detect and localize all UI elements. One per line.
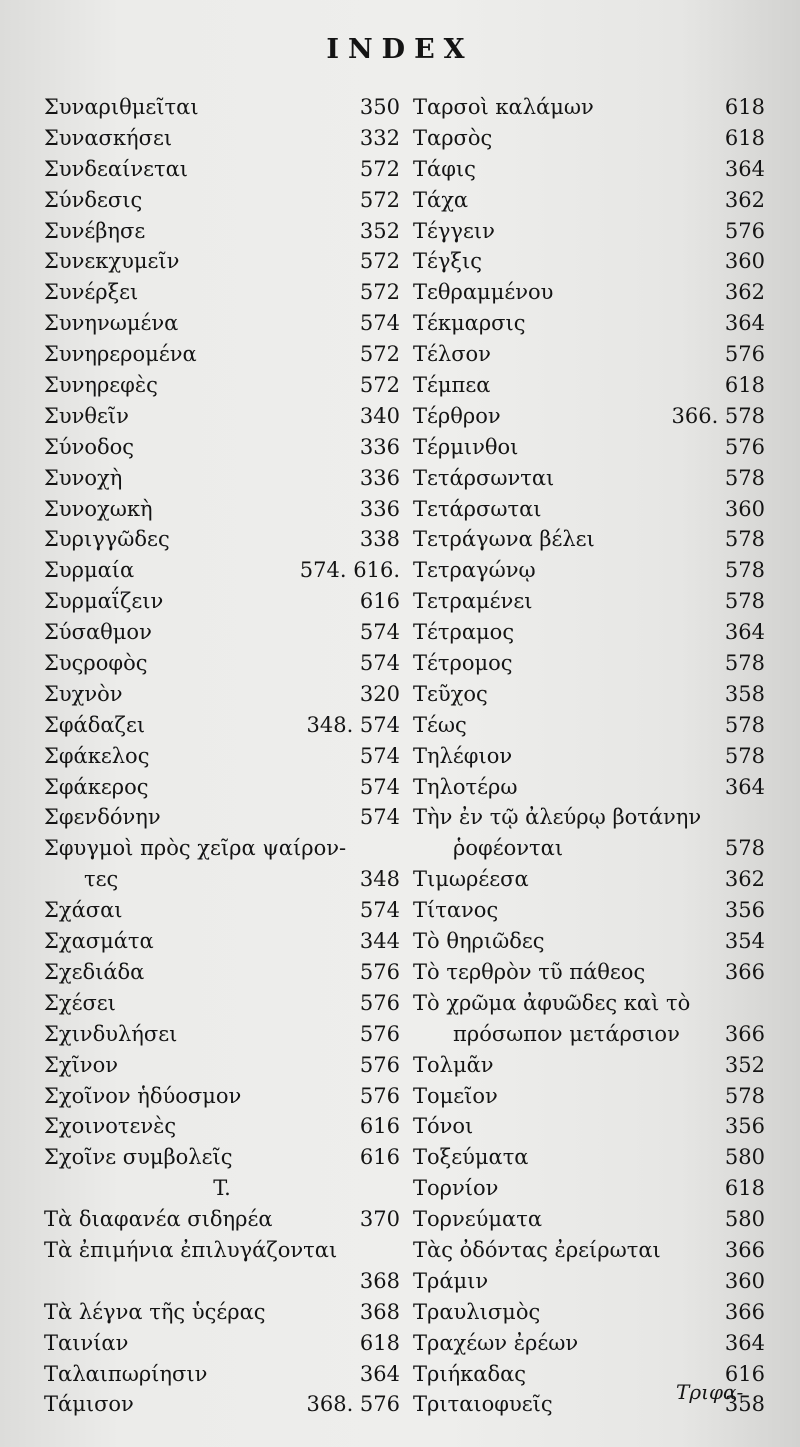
entry-pages: 616 xyxy=(359,1145,400,1170)
index-entry xyxy=(44,1235,400,1266)
entry-pages: 618 xyxy=(724,1176,765,1201)
entry-pages: 618 xyxy=(724,373,765,398)
index-entry xyxy=(413,648,765,679)
entry-pages: 580 xyxy=(724,1145,765,1170)
index-entry xyxy=(413,1081,765,1112)
entry-pages: 336 xyxy=(359,465,400,490)
entry-pages: 364 xyxy=(724,311,765,336)
entry-pages: 574 xyxy=(359,898,400,923)
entry-pages: 362 xyxy=(724,280,765,305)
entry-term: Ταινίαν xyxy=(44,1330,129,1355)
entry-term: Σχέσει xyxy=(44,990,116,1015)
entry-pages: 578 xyxy=(724,651,765,676)
entry-pages: 576 xyxy=(359,1052,400,1077)
entry-term: πρόσωπον μετάρσιον xyxy=(413,1021,680,1046)
index-entry xyxy=(413,246,765,277)
index-entry xyxy=(44,957,400,988)
entry-pages: 362 xyxy=(724,867,765,892)
entry-term: Σφυγμοὶ πρὸς χεῖρα ψαίρον- xyxy=(44,836,347,861)
entry-term: ῥοφέονται xyxy=(413,836,564,861)
left-column xyxy=(44,92,400,1420)
entry-term: Συνέρξει xyxy=(44,280,139,305)
entry-pages: 364 xyxy=(724,620,765,645)
index-entry xyxy=(44,123,400,154)
index-entry xyxy=(44,586,400,617)
index-entry xyxy=(44,401,400,432)
entry-pages: 358 xyxy=(724,1392,765,1417)
entry-term: Τορνεύματα xyxy=(413,1207,543,1232)
index-entry xyxy=(44,216,400,247)
entry-term: Σύνοδος xyxy=(44,434,135,459)
index-entry xyxy=(44,648,400,679)
entry-term: Σχῖνον xyxy=(44,1052,118,1077)
entry-term: Συνοχωκὴ xyxy=(44,496,153,521)
entry-pages: 356 xyxy=(724,1114,765,1139)
entry-term: Τέκμαρσις xyxy=(413,311,526,336)
entry-pages: 352 xyxy=(724,1052,765,1077)
entry-term: Συνηρεφὲς xyxy=(44,373,158,398)
entry-pages: 578 xyxy=(724,743,765,768)
entry-pages: 578 xyxy=(724,1083,765,1108)
entry-pages: 578 xyxy=(724,712,765,737)
entry-term: Τόνοι xyxy=(413,1114,474,1139)
entry-term: Τετάρσωνται xyxy=(413,465,555,490)
entry-pages: 348. 574 xyxy=(306,712,400,737)
entry-term: Τεῦχος xyxy=(413,681,488,706)
index-entry xyxy=(413,339,765,370)
entry-pages: 576 xyxy=(359,1083,400,1108)
index-entry xyxy=(413,463,765,494)
entry-pages: 616 xyxy=(724,1361,765,1386)
entry-term: Συνέβησε xyxy=(44,218,146,243)
index-entry xyxy=(44,246,400,277)
entry-term: Τραχέων ἐρέων xyxy=(413,1330,579,1355)
entry-pages: 356 xyxy=(724,898,765,923)
index-entry xyxy=(44,1389,400,1420)
entry-term: Τηλέφιον xyxy=(413,743,513,768)
entry-term: Σχάσαι xyxy=(44,898,123,923)
index-entry xyxy=(44,710,400,741)
entry-term: Τὰ διαφανέα σιδηρέα xyxy=(44,1207,273,1232)
entry-pages: 364 xyxy=(724,774,765,799)
entry-pages: 364 xyxy=(724,1330,765,1355)
entry-pages: 574 xyxy=(359,651,400,676)
index-entry xyxy=(44,308,400,339)
entry-term: τες xyxy=(44,867,119,892)
entry-term: Τὴν ἐν τῷ ἀλεύρῳ βοτάνην xyxy=(413,805,702,830)
entry-pages: 350 xyxy=(359,95,400,119)
entry-pages: 320 xyxy=(359,681,400,706)
index-entry xyxy=(44,833,400,864)
entry-term: Σχοινοτενὲς xyxy=(44,1114,177,1139)
entry-pages: 580 xyxy=(724,1207,765,1232)
entry-term: Τριήκαδας xyxy=(413,1361,527,1386)
entry-pages: 576 xyxy=(359,990,400,1015)
index-entry xyxy=(44,1266,400,1297)
entry-pages: 572 xyxy=(359,280,400,305)
index-entry xyxy=(413,185,765,216)
entry-pages: 352 xyxy=(359,218,400,243)
entry-pages: 354 xyxy=(724,929,765,954)
entry-term: Τάχα xyxy=(413,187,469,212)
entry-term: Τιμωρέεσα xyxy=(413,867,529,892)
entry-pages: 578 xyxy=(724,836,765,861)
entry-term: Συνθεῖν xyxy=(44,403,129,428)
entry-term: Σφενδόνην xyxy=(44,805,161,830)
entry-pages: 574 xyxy=(359,774,400,799)
entry-pages: 366 xyxy=(724,1021,765,1046)
catchword: Τριφα- xyxy=(676,1380,744,1404)
index-entry xyxy=(44,463,400,494)
index-entry xyxy=(44,185,400,216)
entry-term: Τορνίον xyxy=(413,1176,499,1201)
entry-pages: 332 xyxy=(359,125,400,150)
index-entry xyxy=(44,154,400,185)
entry-term: Συρμαία xyxy=(44,558,135,583)
entry-term: Τέτραμος xyxy=(413,620,515,645)
entry-pages: 572 xyxy=(359,342,400,367)
entry-term: Τέλσον xyxy=(413,342,491,367)
entry-pages: 360 xyxy=(724,1268,765,1293)
entry-pages: 364 xyxy=(724,156,765,181)
entry-pages: 618 xyxy=(724,95,765,119)
entry-term: Συνδεαίνεται xyxy=(44,156,188,181)
index-entry xyxy=(44,926,400,957)
index-entry xyxy=(413,524,765,555)
index-entry xyxy=(413,277,765,308)
entry-pages: 576 xyxy=(359,959,400,984)
entry-pages: 338 xyxy=(359,527,400,552)
entry-pages: 578 xyxy=(724,465,765,490)
entry-term: Τὰς ὀδόντας ἐρείρωται xyxy=(413,1237,661,1262)
index-entry xyxy=(413,679,765,710)
entry-term: Τέρθρον xyxy=(413,403,501,428)
page-title: INDEX xyxy=(326,34,474,65)
entry-term: Σφάκερος xyxy=(44,774,149,799)
index-entry xyxy=(413,555,765,586)
index-entry xyxy=(44,1111,400,1142)
entry-pages: 574 xyxy=(359,743,400,768)
index-entry xyxy=(413,401,765,432)
entry-pages: 572 xyxy=(359,249,400,274)
entry-pages: 364 xyxy=(359,1361,400,1386)
index-entry xyxy=(44,864,400,895)
index-entry xyxy=(413,1297,765,1328)
index-entry xyxy=(44,277,400,308)
index-entry xyxy=(44,988,400,1019)
index-entry xyxy=(44,1204,400,1235)
index-entry xyxy=(413,772,765,803)
entry-pages: 574. 616. xyxy=(299,558,400,583)
index-entry xyxy=(413,1266,765,1297)
entry-pages: 574 xyxy=(359,805,400,830)
entry-pages: 576 xyxy=(724,218,765,243)
index-entry xyxy=(413,123,765,154)
entry-pages: 366. 578 xyxy=(671,403,765,428)
entry-term: Συναριθμεῖται xyxy=(44,95,199,119)
index-entry xyxy=(413,741,765,772)
index-entry xyxy=(413,154,765,185)
entry-pages: 368 xyxy=(359,1299,400,1324)
entry-term: Ταρσὸς xyxy=(413,125,493,150)
entry-term: Τετραγώνῳ xyxy=(413,558,536,583)
entry-term: Ταλαιπωρίησιν xyxy=(44,1361,208,1386)
entry-term: Συνηρερομένα xyxy=(44,342,197,367)
entry-pages: 576 xyxy=(359,1021,400,1046)
index-entry xyxy=(413,988,765,1019)
entry-pages: 578 xyxy=(724,589,765,614)
entry-term: Τετράγωνα βέλει xyxy=(413,527,595,552)
index-entry xyxy=(44,741,400,772)
entry-pages: 578 xyxy=(724,527,765,552)
entry-term: Τὸ τερθρὸν τῦ πάθεος xyxy=(413,959,646,984)
index-entry xyxy=(413,370,765,401)
entry-pages: 358 xyxy=(724,681,765,706)
entry-term: Τριταιοφυεῖς xyxy=(413,1392,553,1417)
entry-pages: 336 xyxy=(359,496,400,521)
entry-pages: 616 xyxy=(359,1114,400,1139)
index-entry xyxy=(413,1142,765,1173)
index-entry xyxy=(44,1359,400,1390)
index-entry xyxy=(413,833,765,864)
entry-pages: 340 xyxy=(359,403,400,428)
entry-term: Σύνδεσις xyxy=(44,187,143,212)
entry-term: Συςροφὸς xyxy=(44,651,148,676)
entry-pages: 576 xyxy=(724,434,765,459)
entry-term: Τὸ χρῶμα ἀφυῶδες καὶ τὸ xyxy=(413,990,691,1015)
entry-term: Τὰ λέγνα τῆς ὑςέρας xyxy=(44,1299,266,1324)
index-entry xyxy=(44,524,400,555)
index-entry xyxy=(44,432,400,463)
entry-pages: 370 xyxy=(359,1207,400,1232)
index-entry xyxy=(413,617,765,648)
entry-term: Σχοῖνον ἡδύοσμον xyxy=(44,1083,242,1108)
index-entry xyxy=(44,555,400,586)
entry-pages: 362 xyxy=(724,187,765,212)
entry-term: Τὸ θηριῶδες xyxy=(413,929,545,954)
entry-pages: 618 xyxy=(359,1330,400,1355)
index-entry xyxy=(44,1297,400,1328)
index-entry xyxy=(413,1019,765,1050)
entry-pages: 572 xyxy=(359,187,400,212)
entry-term: Τηλοτέρω xyxy=(413,774,518,799)
index-entry xyxy=(413,494,765,525)
entry-term: Συνεκχυμεῖν xyxy=(44,249,180,274)
index-entry xyxy=(44,1050,400,1081)
entry-pages: 336 xyxy=(359,434,400,459)
index-entry xyxy=(413,864,765,895)
entry-term: Συνασκήσει xyxy=(44,125,173,150)
entry-term: Τέγξις xyxy=(413,249,482,274)
index-entry xyxy=(413,710,765,741)
index-entry xyxy=(44,1328,400,1359)
entry-term: Σχινδυλήσει xyxy=(44,1021,178,1046)
entry-term: Τίτανος xyxy=(413,898,499,923)
entry-term: Ταρσοὶ καλάμων xyxy=(413,95,594,119)
index-entry xyxy=(44,1142,400,1173)
index-entry xyxy=(413,216,765,247)
entry-term: Τέτρομος xyxy=(413,651,513,676)
entry-pages: 574 xyxy=(359,311,400,336)
index-entry xyxy=(44,339,400,370)
index-entry xyxy=(413,586,765,617)
index-entry xyxy=(44,494,400,525)
entry-term: Τετάρσωται xyxy=(413,496,542,521)
index-entry xyxy=(44,679,400,710)
index-entry xyxy=(413,802,765,833)
index-entry xyxy=(413,1173,765,1204)
entry-pages: 366 xyxy=(724,1237,765,1262)
entry-term: Τέμπεα xyxy=(413,373,491,398)
entry-term: Σφάκελος xyxy=(44,743,150,768)
index-entry xyxy=(413,895,765,926)
index-entry xyxy=(413,1235,765,1266)
entry-pages: 618 xyxy=(724,125,765,150)
entry-term: Συνηνωμένα xyxy=(44,311,179,336)
index-entry xyxy=(413,957,765,988)
entry-term: Συρμαΐζειν xyxy=(44,589,164,614)
entry-pages: 366 xyxy=(724,959,765,984)
entry-pages: 576 xyxy=(724,342,765,367)
entry-term: Τομεῖον xyxy=(413,1083,498,1108)
index-entry xyxy=(413,308,765,339)
entry-pages: 368. 576 xyxy=(306,1392,400,1417)
entry-term: Τάφις xyxy=(413,156,476,181)
entry-term: Τέρμινθοι xyxy=(413,434,519,459)
entry-pages: 572 xyxy=(359,373,400,398)
right-column xyxy=(413,92,765,1420)
entry-pages: 360 xyxy=(724,496,765,521)
entry-term: Συριγγῶδες xyxy=(44,527,170,552)
entry-term: Σχασμάτα xyxy=(44,929,154,954)
index-entry xyxy=(413,1328,765,1359)
index-entry xyxy=(413,1111,765,1142)
index-entry xyxy=(44,802,400,833)
index-entry xyxy=(44,370,400,401)
entry-pages: 578 xyxy=(724,558,765,583)
index-entry xyxy=(44,92,400,123)
entry-term: Τετραμένει xyxy=(413,589,533,614)
entry-term: Σφάδαζει xyxy=(44,712,146,737)
index-entry xyxy=(44,772,400,803)
entry-pages: 344 xyxy=(359,929,400,954)
entry-term: Τάμισον xyxy=(44,1392,134,1417)
entry-term: Σχεδιάδα xyxy=(44,959,145,984)
index-entry xyxy=(44,1019,400,1050)
entry-pages: 368 xyxy=(359,1268,400,1293)
entry-term: Τέως xyxy=(413,712,467,737)
entry-term: Συνοχὴ xyxy=(44,465,123,490)
entry-term: Τοξεύματα xyxy=(413,1145,529,1170)
entry-pages: 348 xyxy=(359,867,400,892)
entry-term: T. xyxy=(213,1176,231,1201)
entry-term: Σύσαθμον xyxy=(44,620,152,645)
index-entry xyxy=(44,895,400,926)
entry-pages: 366 xyxy=(724,1299,765,1324)
index-entry xyxy=(44,1081,400,1112)
entry-term: Τράμιν xyxy=(413,1268,489,1293)
entry-term: Συχνὸν xyxy=(44,681,123,706)
entry-term: Τὰ ἐπιμήνια ἐπιλυγάζονται xyxy=(44,1237,338,1262)
entry-term: Τολμᾶν xyxy=(413,1052,494,1077)
entry-pages: 574 xyxy=(359,620,400,645)
entry-term: Τέγγειν xyxy=(413,218,495,243)
entry-pages: 572 xyxy=(359,156,400,181)
index-entry xyxy=(413,1204,765,1235)
index-entry xyxy=(413,1050,765,1081)
section-heading xyxy=(44,1173,400,1204)
entry-pages: 616 xyxy=(359,589,400,614)
index-entry xyxy=(413,92,765,123)
index-entry xyxy=(44,617,400,648)
entry-term: Τραυλισμὸς xyxy=(413,1299,541,1324)
entry-pages: 360 xyxy=(724,249,765,274)
index-entry xyxy=(413,926,765,957)
index-entry xyxy=(413,432,765,463)
entry-term: Σχοῖνε συμβολεῖς xyxy=(44,1145,233,1170)
entry-term: Τεθραμμένου xyxy=(413,280,554,305)
